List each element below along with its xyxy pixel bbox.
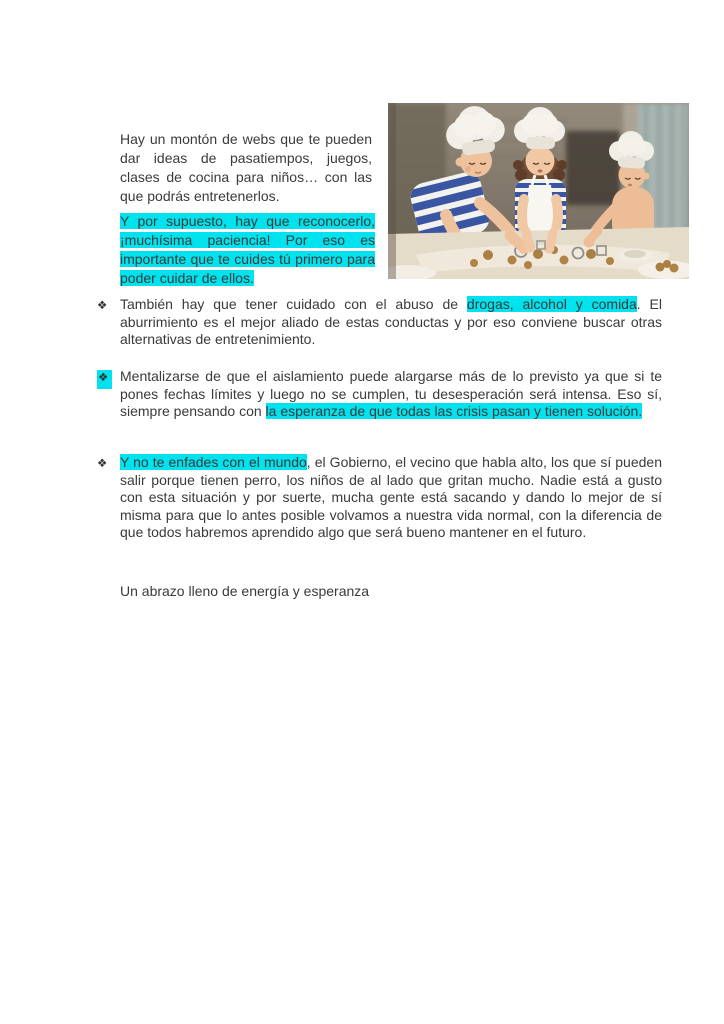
intro-text: Hay un montón de webs que te pueden dar ideas de pasatiempos, juegos, clases de cocina para niños… con las que podrás entretenerlos.: [120, 131, 372, 204]
highlight-span: la esperanza de que todas las crisis pasan y tienen solución.: [265, 403, 643, 419]
children-baking-illustration: [388, 103, 689, 279]
children-baking-photo: [388, 103, 689, 279]
bullet-text: [120, 368, 662, 421]
bullet-segment: Mentalizarse de que el aislamiento puede alargarse más de lo previsto ya que si te pones fechas límites y luego no se cumplen, tu desesperación será intensa. Eso sí, siempre pensando con: [120, 368, 662, 419]
intro-paragraph: [120, 130, 372, 206]
highlight-span: Y no te enfades con el mundo: [120, 454, 307, 470]
bullet-item-avoid-abuse: [97, 296, 662, 349]
bullet-item-dont-get-angry: [97, 454, 662, 542]
bullet-segment: , el Gobierno, el vecino que habla alto, los que sí pueden salir porque tienen perro, los niños de al lado que gritan mucho. Nadie está a gusto con esta situación y por suerte, mucha gente está sacando y dando lo mejor de sí misma para que lo antes posible volvamos a nuestra vida normal, con la diferencia de que todos habremos aprendido algo que será bueno mantener en el futuro.: [120, 454, 662, 540]
bullet-text: [120, 454, 662, 542]
girl-middle: [513, 107, 567, 245]
bullet-item-mindset: [97, 368, 662, 421]
bullet-marker-icon: ❖: [97, 458, 108, 470]
bullet-marker-icon: ❖: [97, 300, 108, 312]
closing-line: Un abrazo lleno de energía y esperanza: [120, 583, 370, 599]
bullet-text: [120, 296, 662, 349]
bullet-segment: También hay que tener cuidado con el abuso de: [120, 296, 467, 312]
bullet-segment: . El aburrimiento es el mejor aliado de estas conductas y por eso conviene buscar otras alternativas de entretenimiento.: [120, 296, 662, 347]
bullet-marker-icon: ❖: [97, 370, 112, 389]
patience-paragraph: [120, 212, 375, 288]
highlight-span: drogas, alcohol y comida: [466, 296, 637, 312]
highlight-span: Y por supuesto, hay que reconocerlo, ¡muchísima paciencia! Por eso es importante que te cuides tú primero para poder cuidar de ellos.: [120, 213, 375, 286]
